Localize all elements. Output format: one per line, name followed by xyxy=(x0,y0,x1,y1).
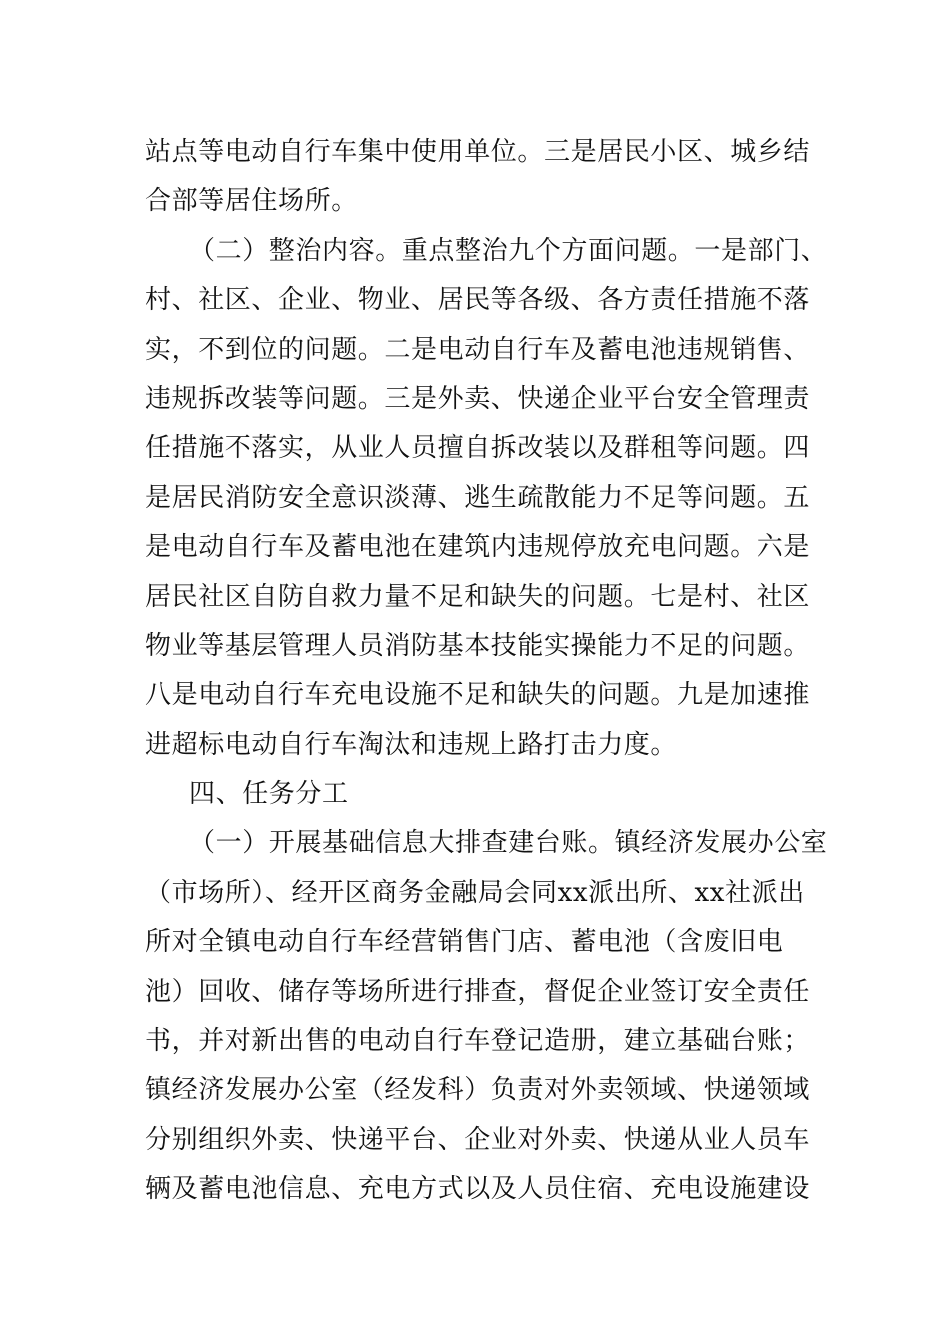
text-line: 池）回收、储存等场所进行排查，督促企业签订安全责任 xyxy=(145,976,811,1007)
text-line: 是居民消防安全意识淡薄、逃生疏散能力不足等问题。五 xyxy=(145,482,811,513)
text-line: 合部等居住场所。 xyxy=(145,186,358,217)
paragraph-start-line: （一）开展基础信息大排查建台账。镇经济发展办公室 xyxy=(189,828,828,859)
text-line: 分别组织外卖、快递平台、企业对外卖、快递从业人员车 xyxy=(145,1124,811,1155)
text-line: 进超标电动自行车淘汰和违规上路打击力度。 xyxy=(145,729,678,760)
text-line: 违规拆改装等问题。三是外卖、快递企业平台安全管理责 xyxy=(145,383,811,414)
text-line: 镇经济发展办公室（经发科）负责对外卖领域、快递领域 xyxy=(145,1075,811,1106)
text-line: 是电动自行车及蓄电池在建筑内违规停放充电问题。六是 xyxy=(145,532,811,563)
text-line: 辆及蓄电池信息、充电方式以及人员住宿、充电设施建设 xyxy=(145,1174,811,1205)
text-line: 站点等电动自行车集中使用单位。三是居民小区、城乡结 xyxy=(145,137,811,167)
text-line: （市场所）、经开区商务金融局会同xx派出所、xx社派出 xyxy=(145,877,805,908)
text-line: 任措施不落实，从业人员擅自拆改装以及群租等问题。四 xyxy=(145,433,811,464)
text-line: 村、社区、企业、物业、居民等各级、各方责任措施不落 xyxy=(145,285,811,316)
text-line: 所对全镇电动自行车经营销售门店、蓄电池（含废旧电 xyxy=(145,927,784,958)
paragraph-start-line: （二）整治内容。重点整治九个方面问题。一是部门、 xyxy=(189,235,828,266)
text-line: 物业等基层管理人员消防基本技能实操能力不足的问题。 xyxy=(145,630,811,661)
text-line: 八是电动自行车充电设施不足和缺失的问题。九是加速推 xyxy=(145,680,811,711)
text-line: 书，并对新出售的电动自行车登记造册，建立基础台账； xyxy=(145,1026,811,1057)
text-line: 居民社区自防自救力量不足和缺失的问题。七是村、社区 xyxy=(145,581,811,612)
text-line: 实，不到位的问题。二是电动自行车及蓄电池违规销售、 xyxy=(145,334,811,365)
section-heading: 四、任务分工 xyxy=(189,779,349,810)
document-body xyxy=(145,128,828,1215)
